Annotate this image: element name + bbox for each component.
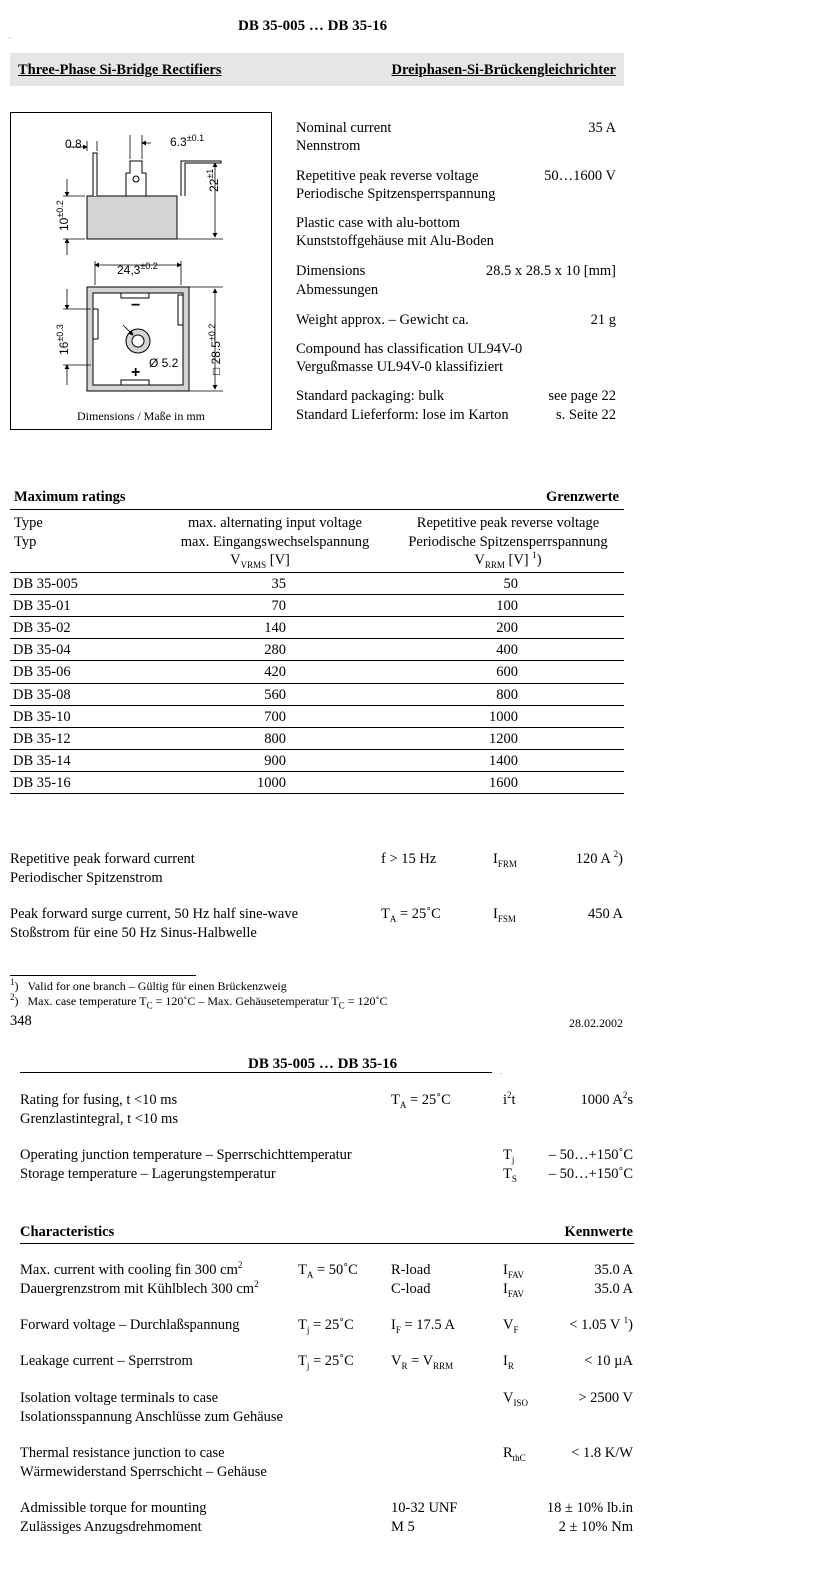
dim-0-8: 0.8 — [65, 137, 82, 151]
dim-24-3: $24,3^{\pm 0.2}$ — [117, 261, 158, 277]
param-text: Storage temperature – Lagerungstemperatur — [20, 1166, 276, 1182]
param-de: Grenzlastintegral, t <10 ms — [20, 1111, 178, 1127]
param-symbol: $I_{FRM}$ — [493, 851, 517, 869]
cell-vrms: 900 — [264, 753, 286, 769]
header-banner — [10, 53, 624, 86]
param-text: Operating junction temperature – Sperrschichttemperatur — [20, 1147, 352, 1163]
footnote-2: $^2$) Max. case temperature $T_C$ = 120˚C – Max. Gehäusetemperatur $T_C$ = 120˚C — [10, 992, 388, 1011]
cell-vrrm: 1000 — [489, 709, 518, 725]
param-value: 35.0 A — [594, 1262, 633, 1278]
cell-type: DB 35-04 — [13, 642, 71, 658]
dim-5-2: Ø 5.2 — [149, 356, 179, 370]
spec-de: Abmessungen — [296, 282, 379, 298]
cell-vrrm: 800 — [496, 687, 518, 703]
param-de: Isolationsspannung Anschlüsse zum Gehäuse — [20, 1409, 283, 1425]
load-r: R-load — [391, 1262, 431, 1278]
minus-terminal-mark: − — [131, 297, 141, 314]
param-value: < 1.05 V $^1$) — [569, 1315, 633, 1333]
param-value: 1000 $A^2s$ — [580, 1090, 633, 1108]
param-value: 35.0 A — [594, 1281, 633, 1297]
param-condition-2: $V_R = V_{RRM}$ — [391, 1353, 454, 1371]
page-number: 348 — [10, 1013, 32, 1029]
param-value: 18 ± 10% lb.in — [546, 1500, 633, 1516]
spec-value: see page 22 — [548, 388, 616, 404]
param-de: Periodischer Spitzenstrom — [10, 870, 163, 886]
mounting-hole-inner — [132, 335, 144, 347]
footnote-1: $^1$) Valid for one branch – Gültig für einen Brückenzweig — [10, 977, 287, 993]
cell-vrms: 35 — [271, 576, 286, 592]
spec-value: 50…1600 V — [544, 168, 616, 184]
cell-vrms: 700 — [264, 709, 286, 725]
param-value: 120 A $^2$) — [575, 849, 623, 867]
param-condition: $T_j$ = 25˚C — [298, 1353, 354, 1371]
dim-28-5: □ $28.5^{\pm 0.2}$ — [207, 323, 223, 375]
param-value: > 2500 V — [578, 1390, 633, 1406]
cell-vrrm: 1400 — [489, 753, 518, 769]
cell-vrms: 1000 — [257, 775, 286, 791]
param-condition: $T_A$ = 25˚C — [391, 1092, 451, 1110]
param-value: < 1.8 K/W — [571, 1445, 633, 1461]
cell-vrms: 560 — [264, 687, 286, 703]
cell-vrrm: 100 — [496, 598, 518, 614]
param-condition-2: $I_F = 17.5$ A — [391, 1317, 455, 1335]
spec-value: 21 g — [590, 312, 616, 328]
spec-de: Standard Lieferform: lose im Karton — [296, 407, 509, 423]
cell-vrms: 280 — [264, 642, 286, 658]
corner-mark: . — [9, 34, 11, 40]
param-value: 2 ± 10% Nm — [558, 1519, 633, 1535]
spec-value: 35 A — [588, 120, 616, 136]
banner-title-de: Dreiphasen-Si-Brückengleichrichter — [391, 62, 616, 78]
col-vrrm-header: Repetitive peak reverse voltage — [416, 515, 600, 531]
cell-vrrm: 600 — [496, 664, 518, 680]
param-value: 450 A — [587, 906, 623, 922]
cell-type: DB 35-10 — [13, 709, 71, 725]
cell-type: DB 35-14 — [13, 753, 71, 769]
param-en: Peak forward surge current, 50 Hz half sine-wave — [10, 906, 299, 922]
cell-vrrm: 200 — [496, 620, 518, 636]
char-title-de: Kennwerte — [564, 1224, 633, 1240]
param-condition: $T_A$ = 25˚C — [381, 906, 441, 924]
cell-type: DB 35-01 — [13, 598, 71, 614]
spec-de: Periodische Spitzensperrspannung — [296, 186, 496, 202]
param-symbol: $i^2t$ — [503, 1090, 516, 1108]
thread-m5: M 5 — [391, 1519, 415, 1535]
param-de: Stoßstrom für eine 50 Hz Sinus-Halbwelle — [10, 925, 257, 941]
param-text: Forward voltage – Durchlaßspannung — [20, 1317, 240, 1333]
col-vrms-header: max. alternating input voltage — [188, 515, 362, 531]
col-type-header-de: Typ — [14, 534, 37, 550]
plus-terminal-mark: + — [131, 364, 141, 381]
cell-vrrm: 400 — [496, 642, 518, 658]
spec-en: Standard packaging: bulk — [296, 388, 445, 404]
param-symbol: $R_{thC}$ — [503, 1445, 526, 1463]
param-en: Isolation voltage terminals to case — [20, 1390, 219, 1406]
param-text: Leakage current – Sperrstrom — [20, 1353, 193, 1369]
param-en: Rating for fusing, t <10 ms — [20, 1092, 178, 1108]
page-title: DB 35-005 … DB 35-16 — [238, 18, 388, 34]
lead-left — [93, 153, 97, 196]
spec-de: Nennstrom — [296, 138, 361, 154]
spec-en: Nominal current — [296, 120, 392, 136]
footnote-rule — [10, 975, 196, 976]
cell-type: DB 35-005 — [13, 576, 78, 592]
cell-vrms: 140 — [264, 620, 286, 636]
cell-type: DB 35-08 — [13, 687, 71, 703]
param-symbol: $V_{ISO}$ — [503, 1390, 528, 1408]
dimension-diagram — [10, 112, 272, 430]
param-en: Repetitive peak forward current — [10, 851, 195, 867]
param-en: Admissible torque for mounting — [20, 1500, 207, 1516]
spec-value-de: s. Seite 22 — [555, 407, 616, 423]
param-value: < 10 µA — [584, 1353, 633, 1369]
param-de: Zulässiges Anzugsdrehmoment — [20, 1519, 202, 1535]
center-lead-hole — [133, 176, 139, 182]
cell-vrrm: 1600 — [489, 775, 518, 791]
dim-22: $22^{\pm 1}$ — [205, 168, 221, 192]
param-value: – 50…+150˚C — [548, 1147, 633, 1163]
param-symbol: $T_j$ — [503, 1147, 515, 1165]
dim-10: $10^{\pm 0.2}$ — [55, 200, 71, 231]
col-vrrm-symbol: $V_{RRM}$ [V] $^1$) — [474, 550, 542, 570]
banner-title-en: Three-Phase Si-Bridge Rectifiers — [18, 62, 222, 78]
param-de: Wärmewiderstand Sperrschicht – Gehäuse — [20, 1464, 267, 1480]
cell-vrrm: 1200 — [489, 731, 518, 747]
cell-type: DB 35-12 — [13, 731, 71, 747]
cell-vrms: 420 — [264, 664, 286, 680]
dim-6-3: $6.3^{\pm 0.1}$ — [170, 133, 205, 149]
ratings-title-de: Grenzwerte — [546, 489, 619, 505]
spec-en: Dimensions — [296, 263, 366, 279]
param-symbol: $I_{FSM}$ — [493, 906, 516, 924]
page-date: 28.02.2002 — [569, 1016, 623, 1030]
spec-en: Repetitive peak reverse voltage — [296, 168, 479, 184]
col-type-header: Type — [14, 515, 43, 531]
param-condition: $T_j$ = 25˚C — [298, 1317, 354, 1335]
param-en: Max. current with cooling fin 300 $cm^2$ — [20, 1260, 243, 1278]
char-title-en: Characteristics — [20, 1224, 115, 1240]
param-condition: f > 15 Hz — [381, 851, 437, 867]
spec-en: Weight approx. – Gewicht ca. — [296, 312, 469, 328]
param-symbol: $I_R$ — [503, 1353, 514, 1371]
cell-type: DB 35-02 — [13, 620, 71, 636]
param-symbol: $V_F$ — [503, 1317, 519, 1335]
thread-unf: 10-32 UNF — [391, 1500, 458, 1516]
col-vrms-symbol: $V_{VRMS}$ [V] — [230, 552, 290, 570]
load-c: C-load — [391, 1281, 431, 1297]
cell-type: DB 35-16 — [13, 775, 71, 791]
corner-mark: . — [500, 1070, 502, 1076]
diagram-caption: Dimensions / Maße in mm — [77, 409, 205, 423]
cell-type: DB 35-06 — [13, 664, 71, 680]
cell-vrms: 70 — [271, 598, 286, 614]
col-vrrm-header-de: Periodische Spitzensperrspannung — [408, 534, 608, 550]
dim-16: $16^{\pm 0.3}$ — [55, 324, 71, 355]
spec-en: Plastic case with alu-bottom — [296, 215, 460, 231]
ratings-title-en: Maximum ratings — [14, 489, 126, 505]
spec-de: Kunststoffgehäuse mit Alu-Boden — [296, 233, 494, 249]
param-symbol: $I_{FAV}$ — [503, 1262, 525, 1280]
side-body — [87, 196, 177, 239]
param-symbol: $T_S$ — [503, 1166, 517, 1184]
param-condition: $T_A$ = 50˚C — [298, 1262, 358, 1280]
spec-en: Compound has classification UL94V-0 — [296, 341, 523, 357]
spec-de: Vergußmasse UL94V-0 klassifiziert — [296, 359, 503, 375]
spec-value: 28.5 x 28.5 x 10 [mm] — [485, 263, 616, 279]
col-vrms-header-de: max. Eingangswechselspannung — [180, 534, 370, 550]
param-symbol: $I_{FAV}$ — [503, 1281, 525, 1299]
page2-title: DB 35-005 … DB 35-16 — [248, 1056, 398, 1072]
cell-vrms: 800 — [264, 731, 286, 747]
param-value: – 50…+150˚C — [548, 1166, 633, 1182]
param-en: Thermal resistance junction to case — [20, 1445, 225, 1461]
param-de: Dauergrenzstrom mit Kühlblech 300 $cm^2$ — [20, 1279, 259, 1297]
cell-vrrm: 50 — [503, 576, 518, 592]
